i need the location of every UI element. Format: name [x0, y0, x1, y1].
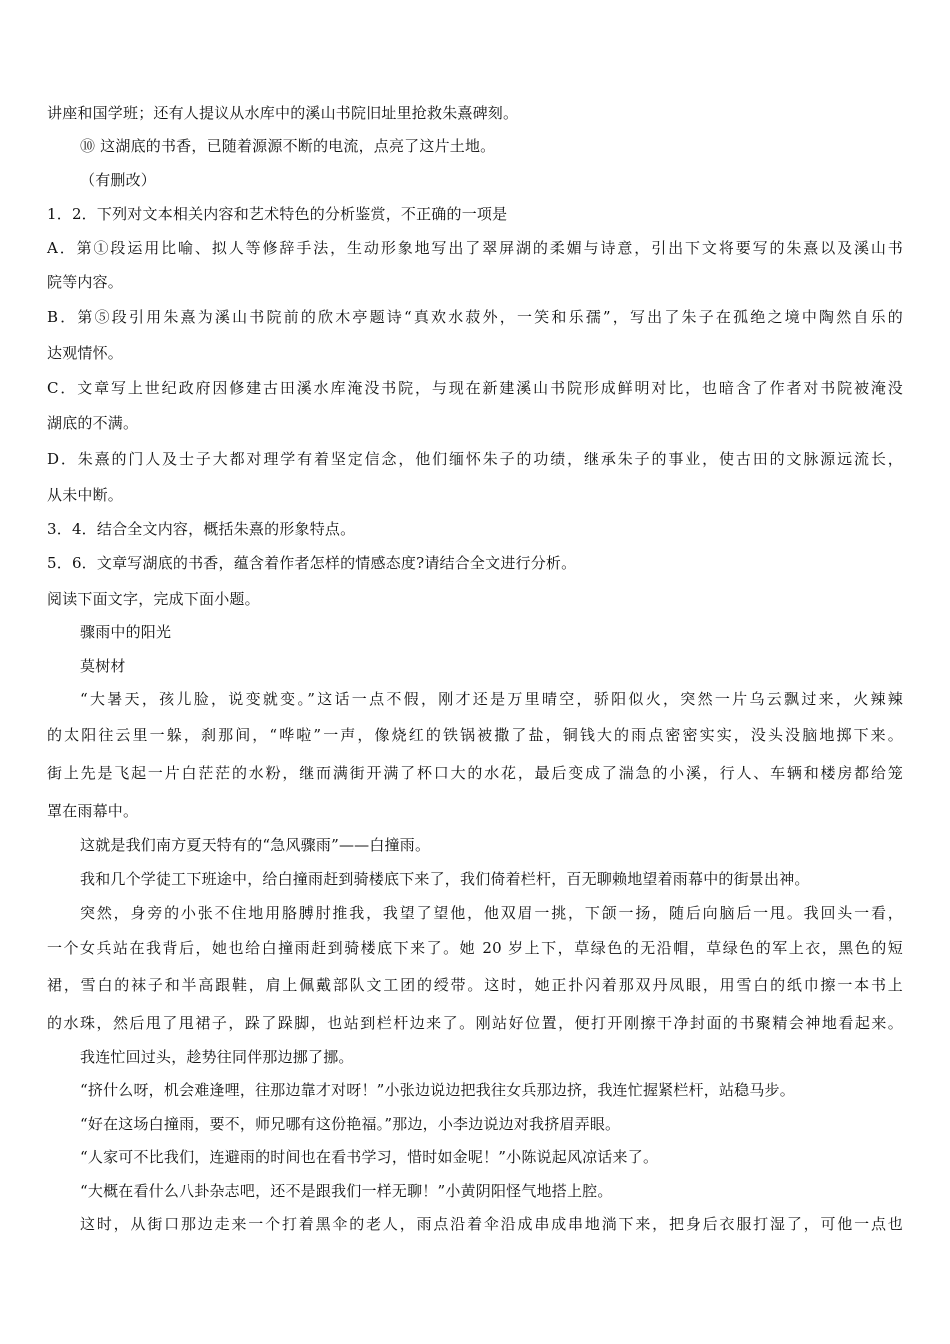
reading-instruction: 阅读下面文字，完成下面小题。: [47, 590, 260, 608]
body-paragraph: 这时，从街口那边走来一个打着黑伞的老人，雨点沿着伞沿成串成串地淌下来，把身后衣服打湿了，可他一点也: [80, 1215, 903, 1233]
body-paragraph: 这就是我们南方夏天特有的“急风骤雨”——白撞雨。: [80, 836, 431, 854]
paragraph-10: ⑩ 这湖底的书香，已随着源源不断的电流，点亮了这片土地。: [80, 137, 496, 155]
body-paragraph-cont: 的太阳往云里一躲，刹那间，“哗啦”一声，像烧红的铁锅被撒了盐，铜钱大的雨点密密实实，没头没脑地掷下来。: [47, 726, 903, 744]
option-d-cont: 从未中断。: [47, 486, 124, 504]
body-paragraph-cont: 街上先是飞起一片白茫茫的水粉，继而满街开满了杯口大的水花，最后变成了湍急的小溪，行人、车辆和楼房都给笼: [47, 764, 903, 782]
body-paragraph: “大暑天，孩儿脸，说变就变。”这话一点不假，刚才还是万里晴空，骄阳似火，突然一片乌云飘过来，火辣辣: [80, 690, 903, 708]
option-d: D．朱熹的门人及士子大都对理学有着坚定信念，他们缅怀朱子的功绩，继承朱子的事业，使古田的文脉源远流长，: [47, 450, 903, 468]
body-paragraph: 突然，身旁的小张不住地用胳膊肘推我，我望了望他，他双眉一挑，下颌一扬，随后向脑后一甩。我回头一看，: [80, 904, 903, 922]
body-paragraph: 我和几个学徒工下班途中，给白撞雨赶到骑楼底下来了，我们倚着栏杆，百无聊赖地望着雨幕中的街景出神。: [80, 870, 810, 888]
article-author: 莫树材: [80, 657, 126, 675]
text-line: 讲座和国学班；还有人提议从水库中的溪山书院旧址里抢救朱熹碑刻。: [47, 104, 519, 122]
body-paragraph-cont: 一个女兵站在我背后，她也给白撞雨赶到骑楼底下来了。她 20 岁上下，草绿色的无沿帽，草绿色的军上衣，黑色的短: [47, 939, 903, 957]
body-paragraph-cont: 罩在雨幕中。: [47, 802, 139, 820]
question-5-6: 5．6．文章写湖底的书香，蕴含着作者怎样的情感态度?请结合全文进行分析。: [47, 554, 577, 572]
option-a-cont: 院等内容。: [47, 273, 124, 291]
question-3-4: 3．4．结合全文内容，概括朱熹的形象特点。: [47, 520, 356, 538]
option-b-cont: 达观情怀。: [47, 344, 124, 362]
option-c: C．文章写上世纪政府因修建古田溪水库淹没书院，与现在新建溪山书院形成鲜明对比，也暗含了作者对书院被淹没: [47, 379, 903, 397]
question-1-2: 1．2．下列对文本相关内容和艺术特色的分析鉴赏，不正确的一项是: [47, 205, 508, 223]
body-paragraph-cont: 的水珠，然后甩了甩裙子，跺了跺脚，也站到栏杆边来了。刚站好位置，便打开刚擦干净封面的书聚精会神地看起来。: [47, 1014, 903, 1032]
source-note: （有删改）: [80, 171, 157, 189]
body-paragraph-cont: 裙，雪白的袜子和半高跟鞋，肩上佩戴部队文工团的绶带。这时，她正扑闪着那双丹凤眼，用雪白的纸巾擦一本书上: [47, 976, 903, 994]
option-b: B．第⑤段引用朱熹为溪山书院前的欣木亭题诗“真欢水菽外，一笑和乐孺”，写出了朱子在孤绝之境中陶然自乐的: [47, 308, 903, 326]
dialogue-line: “好在这场白撞雨，要不，师兄哪有这份艳福。”那边，小李边说边对我挤眉弄眼。: [80, 1115, 621, 1133]
article-title: 骤雨中的阳光: [80, 623, 172, 641]
dialogue-line: “人家可不比我们，连避雨的时间也在看书学习，惜时如金呢！”小陈说起风凉话来了。: [80, 1148, 659, 1166]
body-paragraph: 我连忙回过头，趁势往同伴那边挪了挪。: [80, 1048, 354, 1066]
option-c-cont: 湖底的不满。: [47, 414, 139, 432]
dialogue-line: “大概在看什么八卦杂志吧，还不是跟我们一样无聊！”小黄阴阳怪气地搭上腔。: [80, 1182, 613, 1200]
option-a: A．第①段运用比喻、拟人等修辞手法，生动形象地写出了翠屏湖的柔媚与诗意，引出下文将要写的朱熹以及溪山书: [47, 239, 903, 257]
dialogue-line: “挤什么呀，机会难逢哩，往那边靠才对呀！”小张边说边把我往女兵那边挤，我连忙握紧栏杆，站稳马步。: [80, 1081, 795, 1099]
